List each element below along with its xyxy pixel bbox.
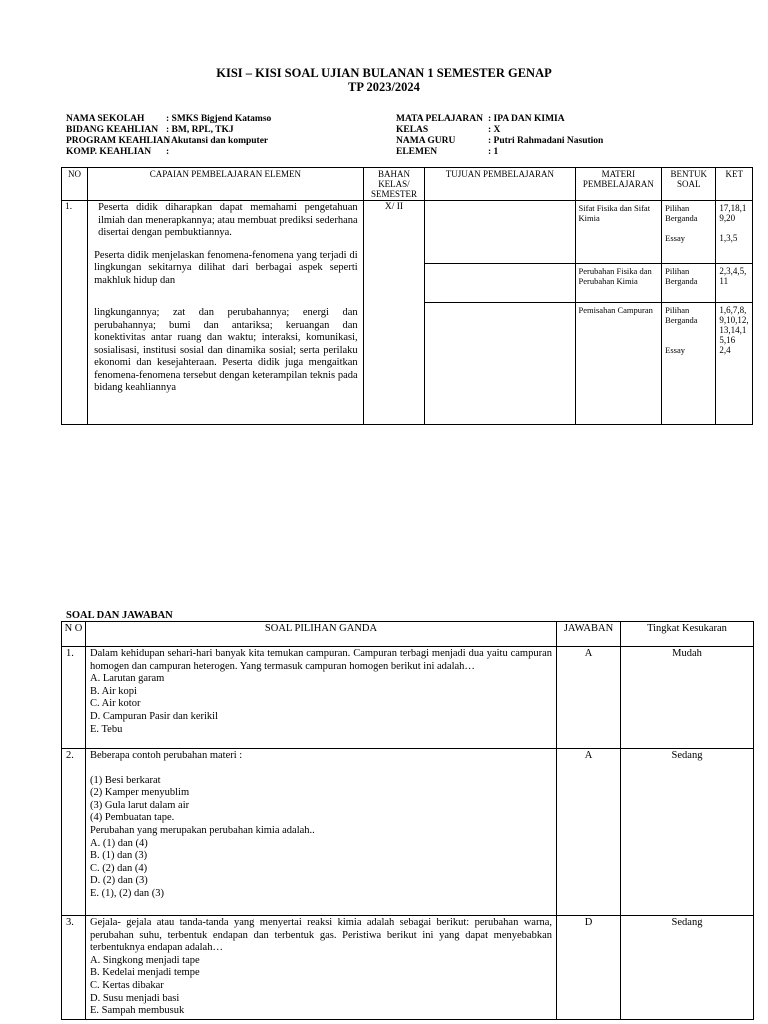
soal-table <box>61 621 754 1020</box>
answer: A <box>557 647 621 749</box>
option-line: (3) Gula larut dalam air <box>90 799 190 811</box>
info-label: ELEMEN <box>396 147 438 157</box>
info-row-subject <box>396 114 603 125</box>
info-label: NAMA SEKOLAH <box>66 114 145 124</box>
option-line: B. (1) dan (3) <box>90 850 148 862</box>
info-value: : 1 <box>488 147 499 157</box>
kisi-header-row <box>62 168 753 201</box>
option-line: (4) Pembuatan tape. <box>90 812 175 824</box>
materi-cell: Perubahan Fisika dan Perubahan Kimia <box>575 264 662 303</box>
info-value: : BM, RPL, TKJ <box>166 125 234 135</box>
option-line: E. (1), (2) dan (3) <box>90 887 165 899</box>
question-row <box>62 916 754 1020</box>
capaian-cell <box>88 201 364 425</box>
question-stem: Gejala- gejala atau tanda-tanda yang menyertai reaksi kimia adalah sebagai berikut: perubahan warna, perubahan suhu, terbentuk endapan dan terbentuk gas. Peristiwa berikut ini yang dapat menyebabkan terbentuknya endapan adalah… <box>90 917 552 954</box>
info-value: : Putri Rahmadani Nasution <box>488 136 604 146</box>
soal-header-row <box>62 622 754 647</box>
info-row-element <box>396 147 603 158</box>
subject-info <box>396 114 603 158</box>
info-value: : Akutansi dan komputer <box>166 136 269 146</box>
info-row-teacher <box>396 136 603 147</box>
ket-cell <box>716 201 753 264</box>
materi-cell: Sifat Fisika dan Sifat Kimia <box>575 201 662 264</box>
bentuk-essay: Essay <box>665 233 685 243</box>
question-stem: Beberapa contoh perubahan materi : <box>90 750 243 761</box>
header-capaian: CAPAIAN PEMBELAJARAN ELEMEN <box>88 168 364 201</box>
question-row <box>62 647 754 749</box>
question-cell <box>86 647 557 749</box>
option-line: (2) Kamper menyublim <box>90 787 190 799</box>
bentuk-essay: Essay <box>665 345 685 355</box>
capaian-paragraph-1: Peserta didik diharapkan dapat memahami pengetahuan ilmiah dan menerapkannya; atau membuat prediksi sederhana disertai dengan pembuktiannya. <box>98 202 358 238</box>
bentuk-cell: Pilihan Berganda <box>662 264 716 303</box>
info-row-program <box>66 136 271 147</box>
info-row-class <box>396 125 603 136</box>
header-bahan: BAHAN KELAS/ SEMESTER <box>363 168 425 201</box>
option-line: D. Campuran Pasir dan kerikil <box>90 710 219 722</box>
question-cell <box>86 749 557 916</box>
header-tingkat: Tingkat Kesukaran <box>621 622 754 647</box>
info-label: MATA PELAJARAN <box>396 114 483 124</box>
question-no: 1. <box>62 647 86 749</box>
difficulty: Sedang <box>621 749 754 916</box>
bentuk-cell <box>662 201 716 264</box>
info-value: : IPA DAN KIMIA <box>488 114 565 124</box>
info-label: KELAS <box>396 125 429 135</box>
capaian-paragraph-2: Peserta didik menjelaskan fenomena-fenomena yang terjadi di lingkungan sekitarnya dilihat dari berbagai aspek seperti makhluk hidup dan <box>94 249 358 286</box>
option-line: D. (2) dan (3) <box>90 875 148 887</box>
capaian-paragraph-3: lingkungannya; zat dan perubahannya; energi dan perubahannya; bumi dan antariksa; keruangan dan konektivitas antar ruang dan waktu; interaksi, komunikasi, sosialisasi, institusi sosial dan dinamika sosial; serta perilaku ekonomi dan kesejahteraan. Peserta didik juga mengaitkan fenomena-fenomena tersebut dengan keterampilan teknis pada bidang keahliannya <box>94 307 358 393</box>
bentuk-pg: Pilihan Berganda <box>665 203 698 223</box>
header-bentuk: BENTUK SOAL <box>662 168 716 201</box>
info-row-school-name <box>66 114 271 125</box>
info-value: : <box>166 147 170 157</box>
option-line: E. Tebu <box>90 723 123 735</box>
ket-pg: 17,18,19,20 <box>719 203 747 223</box>
question-no: 3. <box>62 916 86 1020</box>
ket-essay: 1,3,5 <box>719 233 738 243</box>
option-line: A. Singkong menjadi tape <box>90 954 200 966</box>
header-soal: SOAL PILIHAN GANDA <box>86 622 557 647</box>
materi-cell: Pemisahan Campuran <box>575 303 662 425</box>
ket-cell: 2,3,4,5,11 <box>716 264 753 303</box>
header-tujuan: TUJUAN PEMBELAJARAN <box>425 168 575 201</box>
bentuk-cell <box>662 303 716 425</box>
header-materi: MATERI PEMBELAJARAN <box>575 168 662 201</box>
kisi-no: 1. <box>62 201 88 425</box>
option-line: D. Susu menjadi basi <box>90 992 180 1004</box>
soal-heading: SOAL DAN JAWABAN <box>66 610 173 621</box>
question-no: 2. <box>62 749 86 916</box>
info-row-field <box>66 125 271 136</box>
option-line: B. Kedelai menjadi tempe <box>90 967 200 979</box>
tujuan-cell <box>425 201 575 264</box>
document-subtitle: TP 2023/2024 <box>348 80 420 94</box>
document-title: KISI – KISI SOAL UJIAN BULANAN 1 SEMESTER GENAP <box>216 66 552 80</box>
option-line: C. Air kotor <box>90 698 141 710</box>
option-line: B. Air kopi <box>90 685 137 697</box>
option-line: A. (1) dan (4) <box>90 837 148 849</box>
header-no: NO <box>62 168 88 201</box>
info-label: NAMA GURU <box>396 136 456 146</box>
option-line: C. Kertas dibakar <box>90 979 164 991</box>
difficulty: Mudah <box>621 647 754 749</box>
info-label: BIDANG KEAHLIAN <box>66 125 159 135</box>
option-line: C. (2) dan (4) <box>90 862 148 874</box>
info-label: PROGRAM KEAHLIAN <box>66 136 171 146</box>
info-label: KOMP. KEAHLIAN <box>66 147 152 157</box>
tujuan-cell <box>425 303 575 425</box>
answer: D <box>557 916 621 1020</box>
info-value: : SMKS Bigjend Katamso <box>166 114 272 124</box>
bentuk-pg: Pilihan Berganda <box>665 305 698 325</box>
ket-cell <box>716 303 753 425</box>
ket-essay: 2,4 <box>719 345 731 355</box>
option-line: Perubahan yang merupakan perubahan kimia adalah.. <box>90 824 315 836</box>
kelas-semester: X/ II <box>363 201 425 425</box>
difficulty: Sedang <box>621 916 754 1020</box>
option-line: A. Larutan garam <box>90 673 165 685</box>
option-line: E. Sampah membusuk <box>90 1005 185 1017</box>
header-jawaban: JAWABAN <box>557 622 621 647</box>
tujuan-cell <box>425 264 575 303</box>
info-value: : X <box>488 125 501 135</box>
kisi-table <box>61 167 753 425</box>
ket-pg: 1,6,7,8,9,10,12,13,14,15,16 <box>719 305 749 345</box>
kisi-row <box>62 201 753 264</box>
school-info <box>66 114 271 158</box>
info-row-competency <box>66 147 271 158</box>
option-line: (1) Besi berkarat <box>90 774 161 786</box>
question-cell <box>86 916 557 1020</box>
question-row <box>62 749 754 916</box>
header-no: N O <box>62 622 86 647</box>
answer: A <box>557 749 621 916</box>
header-ket: KET <box>716 168 753 201</box>
question-stem: Dalam kehidupan sehari-hari banyak kita temukan campuran. Campuran terbagi menjadi dua yaitu campuran homogen dan campuran heterogen. Yang termasuk campuran homogen berikut ini adalah… <box>90 648 552 672</box>
